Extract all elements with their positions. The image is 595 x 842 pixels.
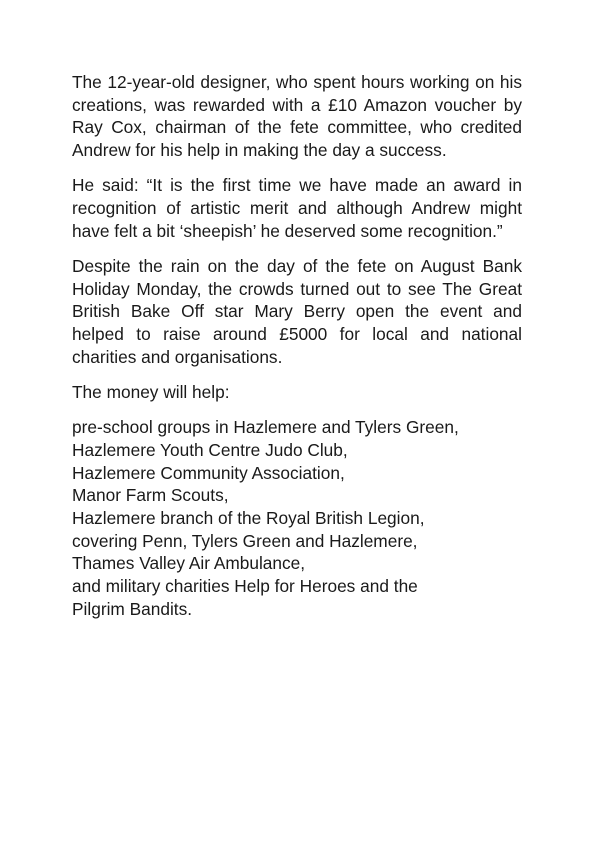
list-item: covering Penn, Tylers Green and Hazlemere, <box>72 530 418 551</box>
beneficiaries-list <box>72 416 522 620</box>
paragraph-award: The 12-year-old designer, who spent hours working on his creations, was rewarded with a £10 Amazon voucher by Ray Cox, chairman of the fete committee, who credited Andrew for his help in making the day a success. <box>72 72 522 161</box>
list-item: Manor Farm Scouts, <box>72 485 229 506</box>
article-body <box>72 71 522 620</box>
list-item: Thames Valley Air Ambulance, <box>72 553 306 574</box>
list-item: Hazlemere branch of the Royal British Legion, <box>72 507 425 528</box>
paragraph-money-intro: The money will help: <box>72 381 230 402</box>
list-item: Hazlemere Youth Centre Judo Club, <box>72 439 348 460</box>
paragraph-fete: Despite the rain on the day of the fete on August Bank Holiday Monday, the crowds turned out to see The Great British Bake Off star Mary Berry open the event and helped to raise around £5000 for local and national charities and organisations. <box>72 255 522 367</box>
paragraph-quote: He said: “It is the first time we have made an award in recognition of artistic merit and although Andrew might have felt a bit ‘sheepish’ he deserved some recognition.” <box>72 175 522 241</box>
list-item: Pilgrim Bandits. <box>72 598 193 619</box>
list-item: Hazlemere Community Association, <box>72 462 345 483</box>
list-item: pre-school groups in Hazlemere and Tylers Green, <box>72 417 459 438</box>
list-item: and military charities Help for Heroes and the <box>72 576 418 597</box>
